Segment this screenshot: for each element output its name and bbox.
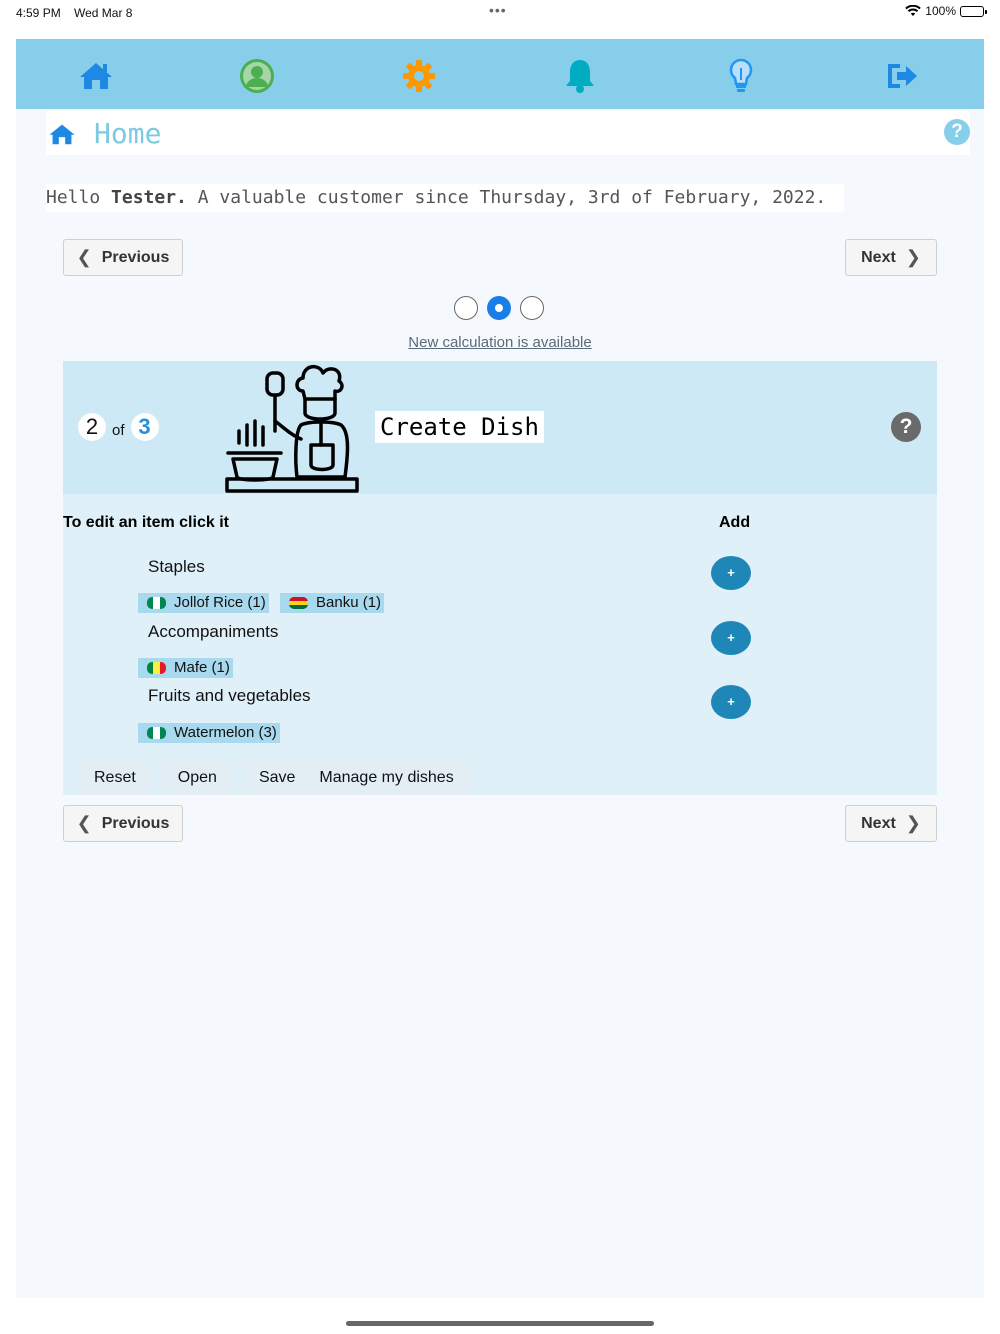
next-label: Next [861,814,896,832]
user-profile-icon[interactable] [238,57,276,95]
top-nav-bar [16,39,984,109]
chevron-left-icon: ❮ [76,813,92,833]
nigeria-flag-icon [147,597,166,609]
page-help-icon[interactable]: ? [944,119,970,145]
app-window [16,39,984,1298]
chevron-right-icon: ❯ [905,247,921,267]
create-dish-title: Create Dish [375,411,544,443]
nigeria-flag-icon [147,727,166,739]
carousel-dot-3[interactable] [520,296,544,320]
add-column-header: Add [719,514,751,531]
page-title: Home [94,117,162,150]
item-label: Mafe (1) [174,659,230,676]
chef-cooking-icon [225,361,361,494]
status-time: 4:59 PM [16,6,61,20]
status-bar [0,0,1000,26]
save-button[interactable]: Save [243,761,303,795]
previous-label: Previous [101,814,170,832]
dish-item-jollof-rice[interactable] [138,593,269,613]
add-fruits-vegetables-button[interactable]: + [711,685,751,719]
previous-button-bottom[interactable] [63,805,183,842]
next-button-bottom[interactable] [845,805,937,842]
item-label: Watermelon (3) [174,724,277,741]
carousel-indicators [454,296,544,320]
step-current: 2 [78,413,106,441]
greeting-name: Tester. [111,187,187,208]
open-button[interactable]: Open [162,761,233,795]
reset-button[interactable]: Reset [78,761,152,795]
chevron-right-icon: ❯ [905,813,921,833]
carousel-dot-1[interactable] [454,296,478,320]
card-actions [78,761,480,795]
category-fruits-vegetables: Fruits and vegetables [148,686,311,705]
next-label: Next [861,248,896,266]
senegal-flag-icon [147,662,166,674]
battery-percent: 100% [925,4,956,18]
settings-gear-icon[interactable] [400,57,438,95]
lightbulb-icon[interactable] [722,57,760,95]
previous-button-top[interactable] [63,239,183,276]
status-date: Wed Mar 8 [74,6,133,20]
greeting-text [46,184,844,212]
next-button-top[interactable] [845,239,937,276]
previous-label: Previous [101,248,170,266]
status-right [905,4,984,18]
home-nav-icon[interactable] [77,57,115,95]
greeting-suffix: A valuable customer since Thursday, 3rd of February, 2022. [186,187,827,208]
add-staples-button[interactable]: + [711,556,751,590]
item-label: Banku (1) [316,594,382,611]
home-icon [48,123,76,150]
dish-item-watermelon[interactable] [138,723,280,743]
category-accompaniments: Accompaniments [148,622,279,641]
multitask-dots[interactable]: ••• [489,2,507,18]
card-header [63,361,937,494]
dish-item-banku[interactable] [280,593,384,613]
edit-hint: To edit an item click it [63,514,229,531]
step-total: 3 [131,413,159,441]
item-label: Jollof Rice (1) [174,594,266,611]
home-indicator[interactable] [346,1321,654,1326]
dish-item-mafe[interactable] [138,658,233,678]
notifications-bell-icon[interactable] [561,57,599,95]
carousel-dot-2[interactable] [487,296,511,320]
wifi-icon [905,5,921,17]
step-indicator [78,413,159,441]
step-of: of [112,421,125,439]
logout-icon[interactable] [883,57,921,95]
battery-icon [960,6,984,17]
manage-dishes-button[interactable]: Manage my dishes [303,761,469,795]
create-dish-card [63,361,937,795]
chevron-left-icon: ❮ [76,247,92,267]
new-calculation-link[interactable]: New calculation is available [408,334,592,351]
page-header [46,111,970,155]
greeting-prefix: Hello [46,187,112,208]
ghana-flag-icon [289,597,308,609]
add-accompaniments-button[interactable]: + [711,621,751,655]
card-help-icon[interactable]: ? [891,412,921,442]
category-staples: Staples [148,557,205,576]
